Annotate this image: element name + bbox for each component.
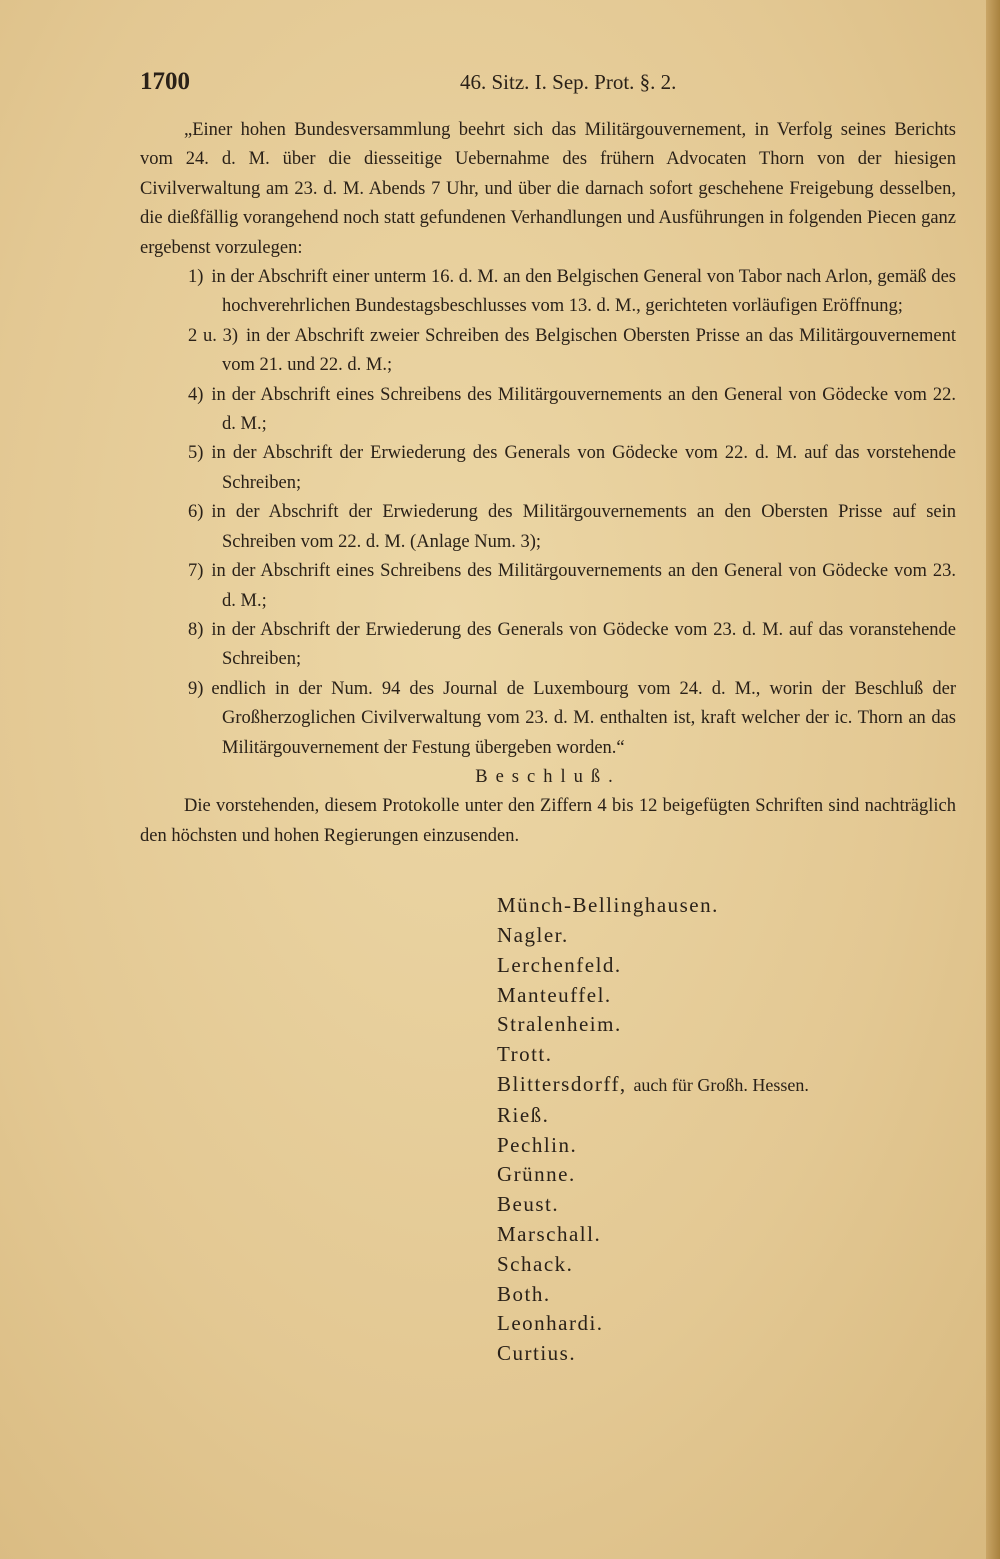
signature: [497, 951, 956, 981]
intro-paragraph: „Einer hohen Bundesversammlung beehrt sich das Militärgouvernement, in Verfolg seines Berichts vom 24. d. M. über die diesseitige Uebernahme des frühern Advocaten Thorn von der hiesigen Civilverwaltung am 23. d. M. Abends 7 Uhr, und über die darnach sofort geschehene Freigebung desselben, die dießfällig vorangehend noch statt gefundenen Verhandlungen und Ausführungen in folgenden Piecen ganz ergebenst vorzulegen:: [140, 120, 956, 258]
signatory-name: Stralenheim.: [497, 1012, 622, 1037]
list-item: [140, 322, 956, 381]
page-header: [140, 68, 956, 108]
item-number: 6): [188, 502, 204, 523]
page-edge: [986, 0, 1000, 1559]
item-number: 7): [188, 561, 204, 582]
signature: [497, 1190, 956, 1220]
signature: [497, 1220, 956, 1250]
item-text: in der Abschrift zweier Schreiben des Belgischen Obersten Prisse an das Militärgouvernement vom 21. und 22. d. M.;: [222, 325, 956, 376]
signatory-name: Marschall.: [497, 1221, 602, 1246]
signatory-name: Lerchenfeld.: [497, 952, 622, 977]
list-item: [140, 381, 956, 440]
signatory-name: Rieß.: [497, 1102, 550, 1127]
item-text: in der Abschrift eines Schreibens des Militärgouvernements an den General von Gödecke vom 22. d. M.;: [211, 384, 956, 435]
signatory-name: Münch-Bellinghausen.: [497, 893, 719, 918]
resolution-text: Die vorstehenden, diesem Protokolle unter den Ziffern 4 bis 12 beigefügten Schriften sind nachträglich den höchsten und hohen Regierungen einzusenden.: [140, 796, 956, 846]
list-item: [140, 498, 956, 557]
signature: [497, 1010, 956, 1040]
signature: [497, 1250, 956, 1280]
signatory-name: Manteuffel.: [497, 982, 612, 1007]
list-item: [140, 557, 956, 616]
item-text: in der Abschrift eines Schreibens des Militärgouvernements an den General von Gödecke vom 23. d. M.;: [211, 561, 956, 611]
signature: [497, 921, 956, 951]
item-number: 5): [188, 443, 204, 464]
signature: [497, 1040, 956, 1070]
item-text: in der Abschrift der Erwiederung des Militärgouvernements an den Obersten Prisse auf sein Schreiben vom 22. d. M. (Anlage Num. 3);: [211, 502, 956, 552]
signatory-name: Schack.: [497, 1251, 574, 1276]
signatory-name: Nagler.: [497, 922, 569, 947]
signatory-name: Both.: [497, 1281, 551, 1306]
item-number: 8): [188, 619, 204, 640]
signature-list: [497, 891, 956, 1369]
list-item: [140, 616, 956, 675]
list-item: [140, 263, 956, 322]
item-text: endlich in der Num. 94 des Journal de Luxembourg vom 24. d. M., worin der Beschluß der Großherzoglichen Civilverwaltung vom 23. d. M. enthalten ist, kraft welcher der ic. Thorn an das Militärgouvernement der Festung übergeben worden.“: [211, 678, 956, 758]
item-number: 9): [188, 678, 204, 699]
list-item: [140, 675, 956, 763]
page-number: 1700: [140, 68, 190, 95]
item-number: 2 u. 3): [188, 325, 238, 346]
signature: [497, 1339, 956, 1369]
signature: [497, 1309, 956, 1339]
signatory-name: Leonhardi.: [497, 1311, 604, 1336]
list-item: [140, 439, 956, 498]
item-text: in der Abschrift der Erwiederung des Generals von Gödecke vom 22. d. M. auf das vorstehende Schreiben;: [211, 443, 956, 493]
signature: [497, 981, 956, 1011]
signatory-name: Blittersdorff,: [497, 1071, 627, 1096]
signature: [497, 1131, 956, 1161]
document-body: [140, 116, 956, 851]
item-text: in der Abschrift der Erwiederung des Generals von Gödecke vom 23. d. M. auf das voranstehende Schreiben;: [211, 619, 956, 670]
signatory-name: Beust.: [497, 1192, 560, 1217]
item-number: 1): [188, 267, 204, 288]
enclosure-list: [140, 263, 956, 763]
signatory-note: auch für Großh. Hessen.: [633, 1074, 809, 1095]
signature: [497, 891, 956, 921]
item-number: 4): [188, 384, 204, 405]
resolution-heading: Beschluß.: [475, 766, 621, 787]
signatory-name: Pechlin.: [497, 1132, 578, 1157]
signatory-name: Grünne.: [497, 1162, 576, 1187]
signature: [497, 1101, 956, 1131]
signature: [497, 1160, 956, 1190]
signature: [497, 1070, 956, 1101]
signature: [497, 1280, 956, 1310]
signatory-name: Trott.: [497, 1042, 553, 1067]
item-text: in der Abschrift einer unterm 16. d. M. an den Belgischen General von Tabor nach Arlon, gemäß des hochverehrlichen Bundestagsbeschlusses vom 13. d. M., gerichteten vorläufigen Eröffnung;: [211, 267, 956, 317]
signatory-name: Curtius.: [497, 1341, 577, 1366]
running-title: 46. Sitz. I. Sep. Prot. §. 2.: [460, 70, 677, 94]
